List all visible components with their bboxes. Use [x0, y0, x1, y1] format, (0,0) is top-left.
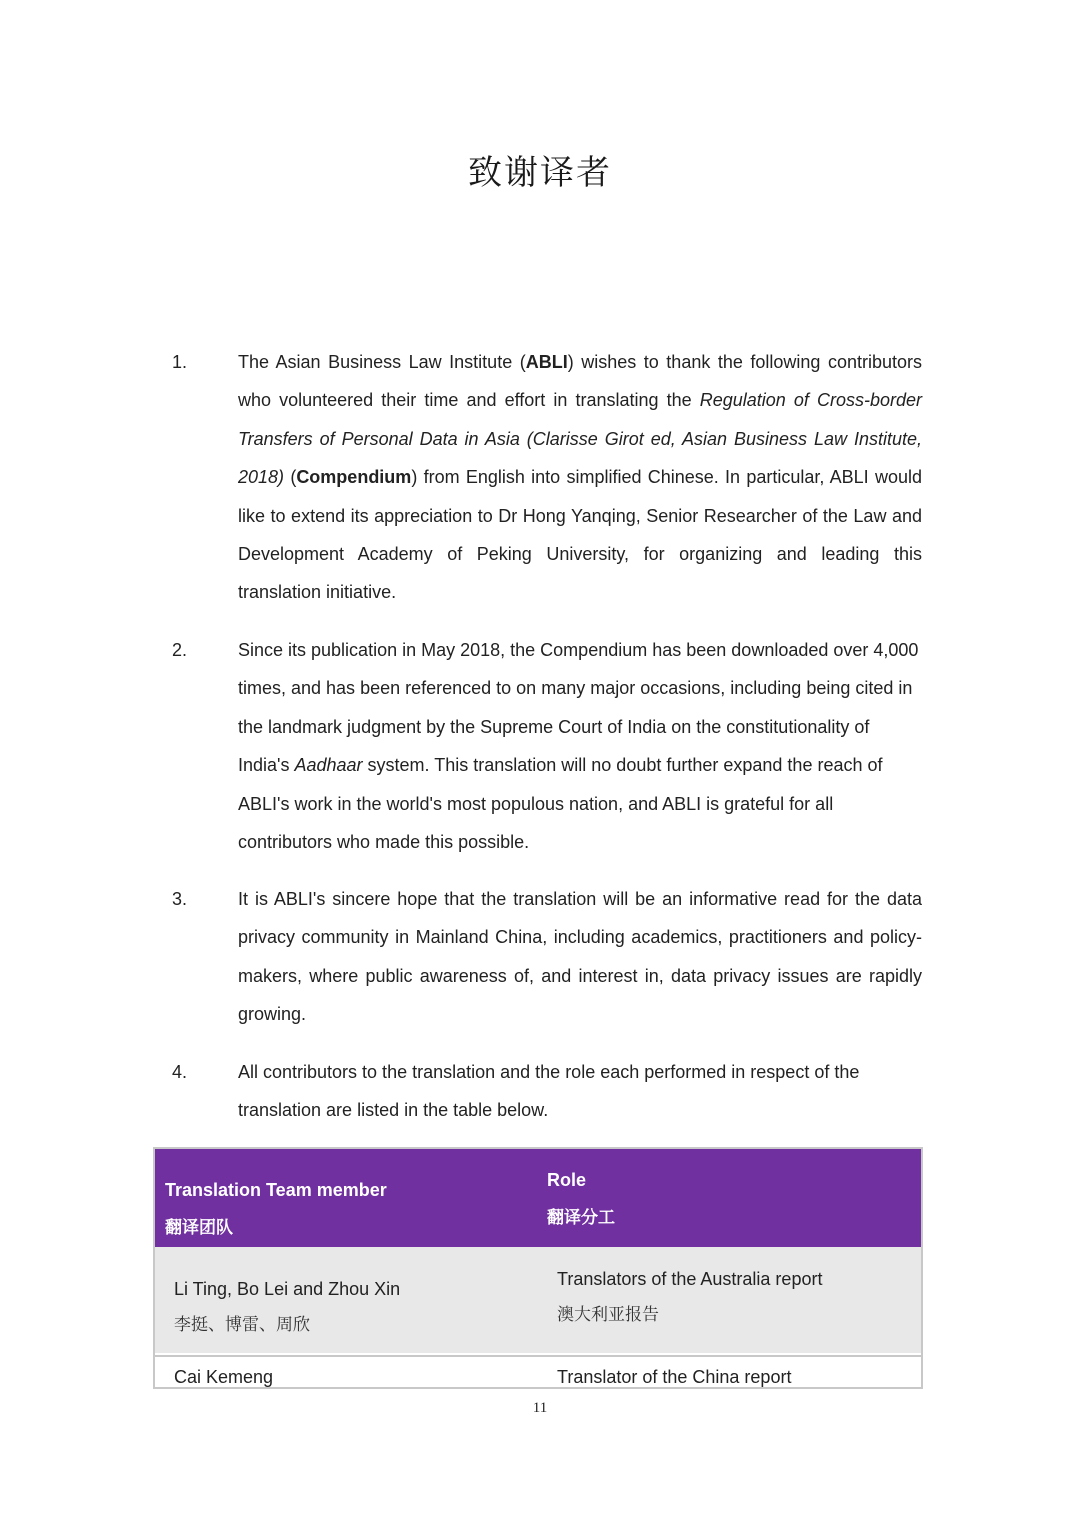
paragraph-number: 1. — [172, 352, 188, 372]
header-role-en: Role — [547, 1170, 587, 1190]
header-role-cell — [547, 1161, 615, 1237]
paragraph-number: 4. — [172, 1062, 188, 1082]
bold-term: ABLI — [525, 352, 568, 372]
page-title: 致谢译者 — [468, 153, 612, 193]
member-name-zh: 李挺、博雷、周欣 — [174, 1315, 310, 1335]
text-run: Since its publication in May 2018, the Compendium has been downloaded over 4,000 times, and has been referenced to on many major occasions, including being cited in the landmark judgment by the Supreme Court of India on the constitutionality of India's — [238, 640, 919, 776]
role-en: Translator of the China report — [557, 1367, 792, 1387]
text-run: ( — [284, 467, 297, 488]
header-member-zh: 翻译团队 — [165, 1218, 233, 1238]
italic-term: Regulation of Cross-border Transfers of Personal Data in Asia (Clarisse Girot ed, Asian Business Law Institute, 2018) — [238, 390, 922, 488]
member-name-en: Cai Kemeng — [174, 1367, 274, 1387]
role-cell — [557, 1359, 791, 1389]
paragraph-text — [238, 880, 922, 1034]
table-header — [155, 1149, 921, 1247]
text-run: The Asian Business Law Institute ( — [238, 352, 526, 372]
paragraph-number: 3. — [172, 889, 188, 909]
paragraph-text — [238, 1053, 898, 1130]
role-zh: 澳大利亚报告 — [557, 1305, 659, 1325]
role-en: Translators of the Australia report — [557, 1269, 823, 1289]
header-member-cell — [165, 1171, 387, 1247]
header-role-zh: 翻译分工 — [547, 1208, 615, 1228]
paragraph-number: 2. — [172, 640, 188, 660]
text-run: ) wishes to thank the following contributors who volunteered their time and effort in translating the — [238, 352, 922, 411]
bold-term: Compendium — [296, 467, 412, 488]
member-cell — [174, 1359, 273, 1389]
text-run: It is ABLI's sincere hope that the translation will be an informative read for the data privacy community in Mainland China, including academics, practitioners and policy-makers, where public awareness of, and interest in, data privacy issues are rapidly growing. — [238, 889, 922, 1025]
table-row — [155, 1247, 921, 1353]
member-cell — [174, 1271, 400, 1343]
paragraph-text — [238, 343, 922, 612]
header-member-en: Translation Team member — [165, 1180, 387, 1200]
contributors-table — [153, 1147, 923, 1389]
page-number: 11 — [532, 1400, 548, 1416]
text-run: All contributors to the translation and the role each performed in respect of the translation are listed in the table below. — [238, 1062, 860, 1121]
paragraph-text — [238, 631, 922, 861]
text-run: ) from English into simplified Chinese. In particular, ABLI would like to extend its appreciation to Dr Hong Yanqing, Senior Researcher of the Law and Development Academy of Peking University, for organizing and leading this translation initiative. — [238, 467, 922, 603]
table-row — [155, 1355, 921, 1389]
text-run: system. This translation will no doubt further expand the reach of ABLI's work in the world's most populous nation, and ABLI is grateful for all contributors who made this possible. — [238, 755, 883, 853]
role-cell — [557, 1261, 822, 1333]
member-name-en: Li Ting, Bo Lei and Zhou Xin — [174, 1279, 401, 1299]
italic-term: Aadhaar — [294, 755, 363, 776]
